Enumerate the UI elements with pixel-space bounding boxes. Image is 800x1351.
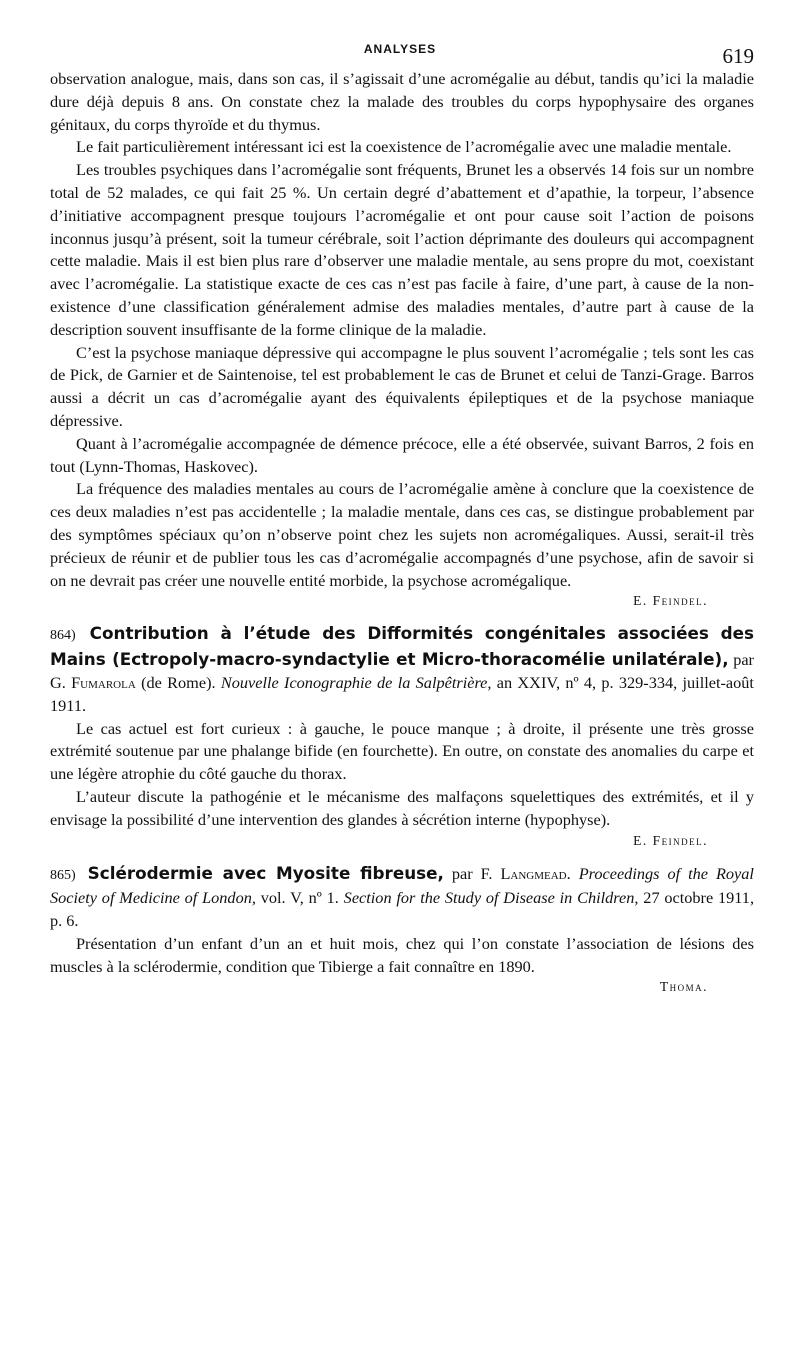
paragraph: Les troubles psychiques dans l’acromégalie sont fréquents, Brunet les a observés 14 fois sur un nombre total de 52 malades, ce qui fait 25 %. Un certain degré d’abattement et d’apathie, la torpeur, l’absence d’initiative accompagnent presque toujours l’acromégalie et ont pour cause soit l’action de poisons inconnus jusqu’à présent, soit la tumeur cérébrale, soit l’action déprimante des douleurs qui accompagnent cette maladie. Mais il est bien plus rare d’observer une maladie mentale, au sens propre du mot, coexistant avec l’acromégalie. La statistique exacte de ces cas n’est pas facile à faire, d’une part, à cause de la non-existence d’une classification généralement admise des maladies mentales, d’autre part à cause de la description souvent insuffisante de la forme clinique de la maladie. — [50, 160, 754, 339]
entry-author: F. Langmead. — [480, 863, 571, 883]
page-body — [50, 68, 754, 1002]
entry-place: (de Rome). — [141, 672, 216, 692]
paragraph-continuation: observation analogue, mais, dans son cas, il s’agissait d’une acromégalie au début, tandis qu’ici la maladie dure déjà depuis 8 ans. On constate chez la malade des troubles du corps hypophysaire des organes génitaux, du corps thyroïde et du thymus. — [50, 69, 754, 134]
signature: E. Feindel. — [633, 593, 708, 609]
entry-details: an XXIV, nº 4, p. 329-334, juillet-août 1911. — [50, 672, 754, 715]
entry-by: par — [733, 650, 754, 670]
paragraph: Présentation d’un enfant d’un an et huit mois, chez qui l’on constate l’association de lésions des muscles à la sclérodermie, condition que Tibierge a fait connaître en 1890. — [50, 933, 754, 976]
entry-details: vol. V, nº 1. — [260, 888, 339, 908]
entry-author: G. Fumarola — [50, 672, 136, 692]
entry-864-heading — [50, 622, 754, 717]
paragraph: Le cas actuel est fort curieux : à gauche, le pouce manque ; à droite, il présente une très grosse extrémité soutenue par une phalange bifide (en fourchette). En outre, on constate des anomalies du carpe et une légère atrophie du côté gauche du thorax. — [50, 718, 754, 784]
entry-865-heading — [50, 862, 754, 933]
entry-date: 27 octobre 1911, p. 6. — [50, 888, 755, 931]
entry-number: 865) — [50, 867, 76, 883]
signature: E. Feindel. — [633, 832, 708, 848]
entry-title: Sclérodermie avec Myosite fibreuse, — [87, 862, 444, 883]
signature: Thoma. — [659, 979, 708, 995]
paragraph: La fréquence des maladies mentales au cours de l’acromégalie amène à conclure que la coexistence de ces deux maladies n’est pas accidentelle ; la maladie mentale, dans ces cas, se distingue probablement par des symptômes spéciaux qu’on n’observe point chez les sujets non acromégaliques. Aussi, serait-il très précieux de réunir et de publier tous les cas d’acromégalie accompagnés d’une psychose, afin de savoir si on ne devrait pas créer une nouvelle entité morbide, la psychose acromégalique. — [50, 479, 754, 590]
entry-by: par — [451, 863, 473, 883]
running-title: ANALYSES — [363, 42, 437, 56]
entry-journal: Proceedings of the Royal Society of Medicine of London, — [50, 863, 754, 908]
entry-number: 864) — [50, 628, 76, 644]
page-number: 619 — [722, 44, 754, 68]
paragraph: Le fait particulièrement intéressant ici est la coexistence de l’acromégalie avec une maladie mentale. — [76, 137, 732, 157]
paragraph: Quant à l’acromégalie accompagnée de démence précoce, elle a été observée, suivant Barros, 2 fois en tout (Lynn-Thomas, Haskovec). — [50, 433, 754, 476]
paragraph: L’auteur discute la pathogénie et le mécanisme des malfaçons squelettiques des extrémités, et il y envisage la possibilité d’une intervention des glandes à sécrétion interne (hypophyse). — [50, 786, 754, 829]
entry-journal: Nouvelle Iconographie de la Salpêtrière, — [220, 672, 492, 692]
entry-title: Contribution à l’étude des Difformités congénitales associées des Mains (Ectropoly-macro-syndactylie et Micro-thoracomélie unilatérale), — [50, 623, 754, 670]
entry-section: Section for the Study of Disease in Children, — [343, 888, 639, 908]
paragraph: C’est la psychose maniaque dépressive qui accompagne le plus souvent l’acromégalie ; tels sont les cas de Pick, de Garnier et de Saintenoise, tel est probablement le cas de Brunet et celui de Tanzi-Grage. Barros aussi a décrit un cas d’acromégalie ayant des équivalents épileptiques et de la psychose maniaque dépressive. — [50, 342, 754, 430]
